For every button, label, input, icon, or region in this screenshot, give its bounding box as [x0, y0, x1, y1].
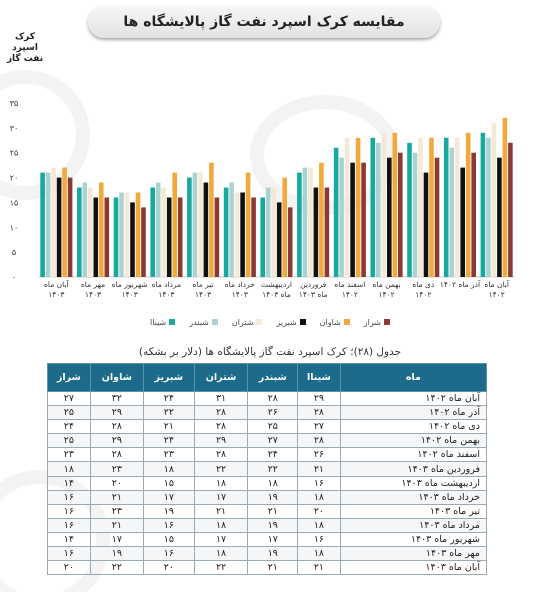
- table-row: [48, 547, 487, 561]
- table-header-cell: ماه: [340, 364, 486, 392]
- table-row: [48, 518, 487, 532]
- table-value-cell: ۲۵: [248, 420, 298, 434]
- table-value-cell: ۲۵: [48, 406, 91, 420]
- table-value-cell: ۳۲: [90, 392, 143, 406]
- table-value-cell: ۲۰: [90, 476, 143, 490]
- table-value-cell: ۱۷: [90, 532, 143, 546]
- bar: [271, 188, 276, 278]
- table-value-cell: ۲۳: [144, 448, 195, 462]
- table-body: [48, 392, 487, 575]
- table-value-cell: ۲۸: [298, 406, 341, 420]
- table-value-cell: ۲۴: [248, 448, 298, 462]
- table-value-cell: ۲۸: [248, 392, 298, 406]
- table-month-cell: آذر ماه ۱۴۰۲: [340, 406, 486, 420]
- chart-title: مقایسه کرک اسپرد نفت گاز پالایشگاه ها: [88, 6, 440, 38]
- table-row: [48, 561, 487, 575]
- table-value-cell: ۱۶: [144, 518, 195, 532]
- legend-item: [232, 316, 263, 328]
- table-header-cell: شاوان: [90, 364, 143, 392]
- bar: [413, 153, 418, 277]
- bar: [486, 138, 491, 277]
- table-value-cell: ۱۹: [90, 547, 143, 561]
- table-value-cell: ۲۷: [248, 434, 298, 448]
- legend-label: شتران: [231, 317, 254, 327]
- bar: [481, 133, 486, 277]
- x-tick-label: تیر ماه: [192, 280, 214, 289]
- legend-label: شیناا: [150, 317, 167, 327]
- x-tick-label: مهر ماه: [80, 280, 106, 289]
- bar: [356, 138, 361, 277]
- bar: [508, 143, 513, 277]
- bar: [40, 173, 45, 277]
- y-tick-label: ۱۵: [9, 198, 19, 208]
- table-row: [48, 476, 487, 490]
- bar: [251, 198, 256, 278]
- bar: [125, 193, 130, 278]
- bar: [429, 138, 434, 277]
- x-tick-label: ۱۴۰۲: [378, 290, 395, 299]
- bar: [114, 198, 119, 278]
- bar: [303, 168, 308, 277]
- table-month-cell: مهر ماه ۱۴۰۳: [340, 547, 486, 561]
- table-value-cell: ۱۶: [144, 547, 195, 561]
- bar: [178, 198, 183, 278]
- bar: [497, 158, 502, 277]
- bar: [503, 118, 508, 277]
- bar: [444, 138, 449, 277]
- bar: [260, 198, 265, 278]
- x-tick-label: ۱۴۰۲: [488, 290, 505, 299]
- bar: [277, 202, 282, 277]
- table-value-cell: ۲۱: [90, 518, 143, 532]
- x-tick-label: آبان ماه: [44, 280, 69, 289]
- table-value-cell: ۲۴: [144, 392, 195, 406]
- legend-swatch: [384, 319, 390, 325]
- bar: [288, 207, 293, 277]
- bar: [187, 178, 192, 277]
- bar: [136, 193, 141, 278]
- table-value-cell: ۲۴: [48, 420, 91, 434]
- table-value-cell: ۱۸: [298, 547, 341, 561]
- x-tick-label: مرداد ماه: [151, 280, 182, 289]
- table-month-cell: آبان ماه ۱۴۰۳: [340, 561, 486, 575]
- bar: [319, 163, 324, 277]
- y-tick-label: ۱۰: [9, 223, 19, 233]
- x-tick-label: اسفند ماه: [334, 280, 366, 289]
- table-value-cell: ۲۰: [48, 561, 91, 575]
- table-value-cell: ۱۴: [48, 532, 91, 546]
- legend-label: شراز: [363, 317, 381, 327]
- legend-swatch: [300, 319, 306, 325]
- table-value-cell: ۱۶: [48, 490, 91, 504]
- table-value-cell: ۲۱: [298, 462, 341, 476]
- x-tick-label: ماه ۱۴۰۳: [262, 290, 291, 299]
- table-header-row: [48, 364, 487, 392]
- legend-item: [320, 316, 350, 328]
- table-value-cell: ۱۹: [144, 504, 195, 518]
- table-value-cell: ۱۶: [298, 532, 341, 546]
- table-month-cell: اردیبهشت ماه ۱۴۰۳: [340, 476, 486, 490]
- table-value-cell: ۲۷: [48, 392, 91, 406]
- bar: [297, 173, 302, 277]
- legend-item: [364, 316, 390, 328]
- bar: [282, 178, 287, 277]
- x-tick-label: خرداد ماه: [224, 280, 255, 289]
- x-tick-label: ۱۴۰۳: [48, 290, 65, 299]
- table-value-cell: ۲۲: [90, 561, 143, 575]
- legend-swatch: [169, 319, 175, 325]
- chart-legend: [150, 316, 390, 328]
- table-value-cell: ۲۸: [90, 420, 143, 434]
- table-month-cell: اسفند ماه ۱۴۰۲: [340, 448, 486, 462]
- x-tick-label: ۱۴۰۲: [415, 290, 432, 299]
- table-value-cell: ۲۹: [90, 406, 143, 420]
- bar: [460, 168, 465, 277]
- bar: [382, 133, 387, 277]
- table-value-cell: ۱۹: [248, 518, 298, 532]
- table-value-cell: ۳۱: [194, 392, 248, 406]
- legend-label: شبریز: [276, 317, 297, 327]
- bar: [156, 183, 161, 278]
- x-tick-label: ۱۴۰۳: [195, 290, 212, 299]
- y-tick-label: ۲۵: [9, 148, 19, 158]
- table-value-cell: ۱۶: [48, 518, 91, 532]
- table-value-cell: ۱۹: [248, 547, 298, 561]
- x-tick-label: شهریور ماه: [111, 280, 148, 289]
- bar: [325, 188, 330, 278]
- bar: [418, 138, 423, 277]
- bar: [266, 188, 271, 278]
- table-header-cell: شراز: [48, 364, 91, 392]
- x-tick-label: دی ماه: [412, 280, 435, 289]
- bar: [455, 138, 460, 277]
- table-value-cell: ۱۶: [48, 547, 91, 561]
- table-value-cell: ۲۲: [248, 462, 298, 476]
- table-month-cell: خرداد ماه ۱۴۰۳: [340, 490, 486, 504]
- legend-label: شاوان: [319, 317, 341, 327]
- bar: [229, 183, 234, 278]
- table-value-cell: ۲۱: [194, 504, 248, 518]
- y-tick-label: ۳۵: [9, 99, 19, 108]
- bar: [339, 158, 344, 277]
- table-value-cell: ۲۱: [144, 420, 195, 434]
- x-tick-label: ۱۴۰۲: [341, 290, 358, 299]
- bar: [167, 198, 172, 278]
- bar: [209, 163, 214, 277]
- bar: [51, 168, 56, 277]
- table-value-cell: ۲۸: [194, 406, 248, 420]
- table-value-cell: ۲۶: [298, 448, 341, 462]
- data-table: [47, 363, 487, 575]
- x-tick-label: ماه ۱۴۰۳: [298, 290, 328, 299]
- bar: [376, 143, 381, 277]
- table-value-cell: ۲۹: [90, 434, 143, 448]
- bar: [350, 163, 355, 277]
- table-value-cell: ۲۱: [298, 561, 341, 575]
- table-row: [48, 420, 487, 434]
- bar: [193, 173, 198, 277]
- bar: [198, 173, 203, 277]
- table-value-cell: ۲۰: [144, 561, 195, 575]
- bar: [161, 188, 166, 278]
- bar: [407, 143, 412, 277]
- x-tick-label: فروردین: [300, 280, 327, 289]
- legend-swatch: [344, 319, 350, 325]
- table-header-cell: شبریز: [144, 364, 195, 392]
- table-month-cell: فروردین ماه ۱۴۰۳: [340, 462, 486, 476]
- bar: [141, 207, 146, 277]
- table-value-cell: ۲۹: [194, 434, 248, 448]
- legend-item: [150, 316, 175, 328]
- legend-item: [189, 316, 218, 328]
- x-tick-label: ۱۴۰۳: [121, 290, 138, 299]
- x-tick-label: اردیبهشت: [261, 280, 292, 289]
- table-caption: جدول (۲۸)؛ کرک اسپرد نفت گاز پالایشگاه ها (دلار بر بشکه): [138, 346, 402, 358]
- table-row: [48, 406, 487, 420]
- table-value-cell: ۱۸: [48, 462, 91, 476]
- bar: [150, 188, 155, 278]
- bar: [361, 163, 366, 277]
- table-value-cell: ۲۱: [248, 561, 298, 575]
- bar: [68, 178, 73, 277]
- y-tick-label: ۲۰: [9, 173, 19, 183]
- table-value-cell: ۱۷: [144, 490, 195, 504]
- bar: [172, 173, 177, 277]
- legend-swatch: [256, 319, 262, 325]
- table-value-cell: ۲۵: [48, 434, 91, 448]
- x-tick-label: ۱۴۰۳: [84, 290, 102, 299]
- table-value-cell: ۲۸: [298, 434, 341, 448]
- y-axis-label-text: کرک اسپرد نفت گاز: [6, 32, 44, 64]
- x-tick-label: بهمن ماه: [372, 280, 401, 289]
- table-value-cell: ۲۹: [298, 392, 341, 406]
- bar: [130, 202, 135, 277]
- bar: [334, 148, 339, 277]
- bar: [88, 188, 93, 278]
- bar: [46, 173, 51, 277]
- bar: [492, 123, 497, 277]
- table-value-cell: ۲۸: [194, 420, 248, 434]
- bar: [371, 138, 376, 277]
- table-value-cell: ۱۴: [48, 476, 91, 490]
- bar: [424, 173, 429, 277]
- legend-label: شبندر: [189, 317, 209, 327]
- y-tick-label: ۰: [11, 273, 17, 282]
- table-value-cell: ۱۹: [248, 490, 298, 504]
- bar: [119, 193, 124, 278]
- x-tick-label: آبان ماه: [484, 280, 509, 289]
- table-header-cell: شتران: [194, 364, 248, 392]
- table-value-cell: ۲۲: [144, 406, 195, 420]
- table-row: [48, 462, 487, 476]
- table-value-cell: ۱۵: [144, 532, 195, 546]
- table-value-cell: ۱۶: [298, 476, 341, 490]
- bar: [314, 188, 319, 278]
- table-header-cell: شیناا: [298, 364, 341, 392]
- table-value-cell: ۱۶: [48, 504, 91, 518]
- legend-item: [276, 316, 305, 328]
- table-value-cell: ۱۸: [144, 462, 195, 476]
- table-value-cell: ۲۳: [90, 504, 143, 518]
- y-tick-label: ۵: [11, 248, 17, 258]
- bar: [57, 178, 62, 277]
- table-value-cell: ۲۳: [48, 448, 91, 462]
- bar: [466, 133, 471, 277]
- bar: [246, 173, 251, 277]
- table-value-cell: ۲۱: [248, 504, 298, 518]
- bar: [387, 158, 392, 277]
- table-row: [48, 448, 487, 462]
- table-row: [48, 392, 487, 406]
- table-month-cell: شهریور ماه ۱۴۰۳: [340, 532, 486, 546]
- table-value-cell: ۱۵: [144, 476, 195, 490]
- x-tick-label: آذر ماه ۱۴۰۲: [439, 280, 481, 289]
- table-value-cell: ۲۲: [194, 462, 248, 476]
- bar: [204, 183, 209, 278]
- bar: [240, 193, 245, 278]
- y-tick-label: ۳۰: [9, 123, 19, 133]
- bar: [105, 198, 110, 278]
- table-month-cell: آبان ماه ۱۴۰۲: [340, 392, 486, 406]
- table-value-cell: ۲۸: [90, 448, 143, 462]
- table-value-cell: ۱۸: [194, 547, 248, 561]
- table-value-cell: ۲۶: [248, 406, 298, 420]
- table-month-cell: بهمن ماه ۱۴۰۲: [340, 434, 486, 448]
- table-row: [48, 434, 487, 448]
- table-value-cell: ۲۴: [144, 434, 195, 448]
- bar: [449, 148, 454, 277]
- table-row: [48, 532, 487, 546]
- bar: [435, 158, 440, 277]
- bar: [83, 183, 88, 278]
- bar: [215, 198, 220, 278]
- table-value-cell: ۱۸: [194, 518, 248, 532]
- bar: [308, 168, 313, 277]
- table-value-cell: ۱۸: [194, 476, 248, 490]
- table-month-cell: مرداد ماه ۱۴۰۳: [340, 518, 486, 532]
- x-tick-label: ۱۴۰۳: [158, 290, 175, 299]
- table-value-cell: ۲۱: [90, 490, 143, 504]
- table-row: [48, 490, 487, 504]
- table-value-cell: ۲۰: [298, 504, 341, 518]
- x-tick-label: ۱۴۰۳: [231, 290, 248, 299]
- bar: [235, 193, 240, 278]
- table-value-cell: ۱۸: [298, 518, 341, 532]
- bar: [471, 153, 476, 277]
- table-value-cell: ۱۸: [248, 476, 298, 490]
- bar: [77, 188, 82, 278]
- table-value-cell: ۲۲: [194, 561, 248, 575]
- legend-swatch: [212, 319, 218, 325]
- table-row: [48, 504, 487, 518]
- table-value-cell: ۲۷: [298, 420, 341, 434]
- table-value-cell: ۲۳: [90, 462, 143, 476]
- bar: [345, 138, 350, 277]
- table-month-cell: دی ماه ۱۴۰۲: [340, 420, 486, 434]
- bar: [99, 183, 104, 278]
- table-month-cell: تیر ماه ۱۴۰۳: [340, 504, 486, 518]
- bar: [398, 153, 403, 277]
- bar: [224, 188, 229, 278]
- table-value-cell: ۱۷: [194, 532, 248, 546]
- bar: [94, 198, 99, 278]
- table-header-cell: شبندر: [248, 364, 298, 392]
- table-value-cell: ۱۷: [194, 490, 248, 504]
- table-value-cell: ۲۸: [194, 448, 248, 462]
- table-value-cell: ۱۸: [298, 490, 341, 504]
- bar: [62, 168, 67, 277]
- bar: [393, 133, 398, 277]
- table-value-cell: ۱۷: [248, 532, 298, 546]
